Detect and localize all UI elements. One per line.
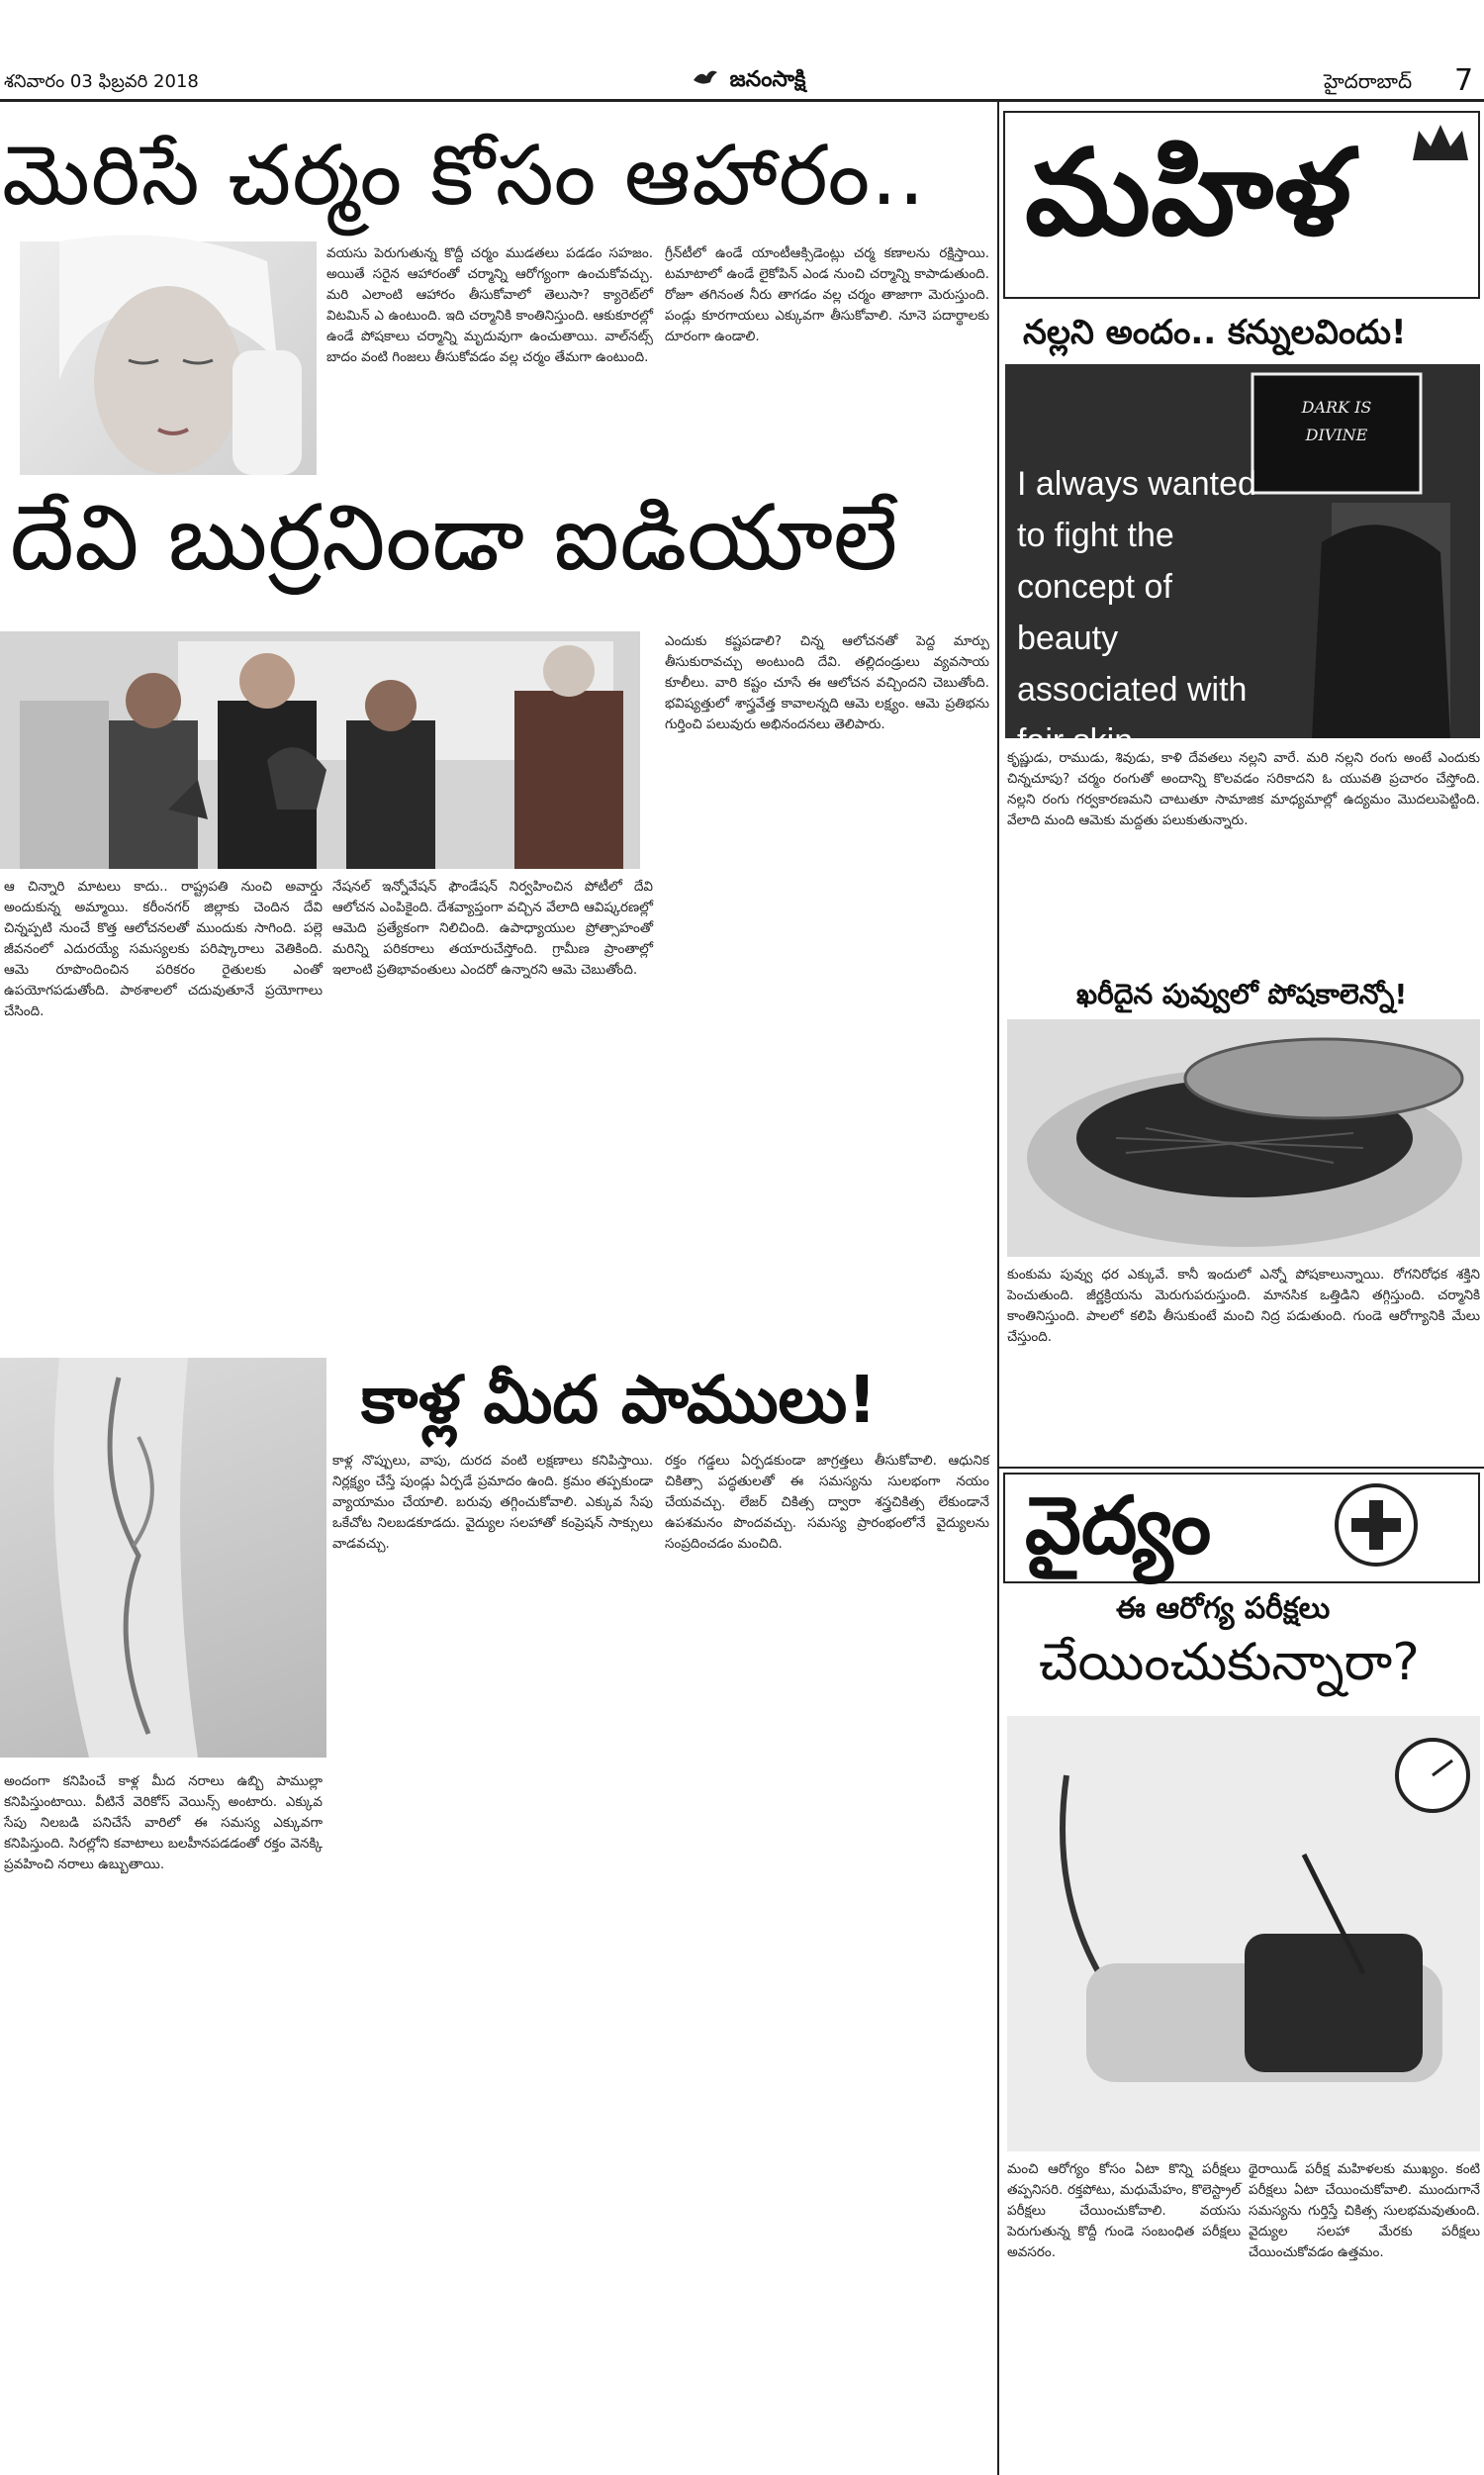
snake-column-3: రక్తం గడ్డలు ఏర్పడకుండా జాగ్రత్తలు తీసుకోవాలి. ఆధునిక చికిత్సా పద్ధతులతో ఈ సమస్యను సులభంగా నయం చేయవచ్చు. లేజర్‌ చికిత్స ద్వారా శస్త్రచికిత్స లేకుండానే ఉపశమనం పొందవచ్చు. సమస్య ప్రారంభంలోనే వైద్యులను సంప్రదించడం మంచిది. <box>665 1453 989 1552</box>
snake-headline: కాళ్ల మీద పాములు! <box>361 1362 878 1438</box>
section-divider <box>999 1467 1484 1469</box>
vaidyam-column-2: థైరాయిడ్‌ పరీక్ష మహిళలకు ముఖ్యం. కంటి పరీక్షలు ఏటా చేయించుకోవాలి. ముందుగానే సమస్యను గుర్తిస్తే చికిత్స సులభమవుతుంది. వైద్యుల సలహా మేరకు పరీక్షలు చేయించుకోవడం ఉత్తమం. <box>1249 2161 1480 2260</box>
paper-logo <box>693 67 806 97</box>
edition-city: హైదరాబాద్ <box>1324 69 1413 93</box>
saffron-photo <box>1007 1019 1480 1257</box>
vaidyam-section-title: వైద్యం <box>1025 1478 1212 1571</box>
health-tests-headline-small: ఈ ఆరోగ్య పరీక్షలు <box>1116 1591 1331 1626</box>
bird-logo-icon <box>693 67 718 92</box>
mahila-body: కృష్ణుడు, రాముడు, శివుడు, కాళి దేవతలు నల్లని వారే. మరి నల్లని రంగు అంటే ఎందుకు చిన్నచూపు? చర్మం రంగుతో అందాన్ని కొలవడం సరికాదని ఓ యువతి ప్రచారం చేస్తోంది. నల్లని రంగు గర్వకారణమని చాటుతూ సామాజిక మాధ్యమాల్లో ఉద్యమం మొదలుపెట్టింది. వేలాది మంది ఆమెకు మద్దతు పలుకుతున్నారు. <box>1007 750 1480 828</box>
devi-column-2: నేషనల్‌ ఇన్నోవేషన్‌ ఫౌండేషన్‌ నిర్వహించిన పోటీలో దేవి ఆలోచన ఎంపికైంది. దేశవ్యాప్తంగా వచ్చిన వేలాది ఆవిష్కరణల్లో ఆమెది ప్రత్యేకంగా నిలిచింది. ఉపాధ్యాయుల ప్రోత్సాహంతో మరిన్ని పరికరాలు తయారుచేస్తోంది. గ్రామీణ ప్రాంతాల్లో ఇలాంటి ప్రతిభావంతులు ఎందరో ఉన్నారని ఆమె చెబుతోంది. <box>332 879 653 978</box>
masthead <box>0 0 1484 99</box>
page-number: 7 <box>1454 63 1474 98</box>
masthead-divider <box>0 99 1484 102</box>
dark-is-divine-photo <box>1005 364 1480 760</box>
skin-column-1: వయసు పెరుగుతున్న కొద్దీ చర్మం ముడతలు పడడం సహజం. అయితే సరైన ఆహారంతో చర్మాన్ని ఆరోగ్యంగా ఉంచుకోవచ్చు. మరి ఎలాంటి ఆహారం తీసుకోవాలో తెలుసా? క్యారెట్‌లో విటమిన్‌ ఎ ఉంటుంది. ఇది చర్మానికి కాంతినిస్తుంది. ఆకుకూరల్లో ఉండే పోషకాలు చర్మాన్ని మృదువుగా ఉంచుతాయి. వాల్‌నట్స్‌ బాదం వంటి గింజలు తీసుకోవడం వల్ల చర్మం తేమగా ఉంటుంది. <box>326 245 653 365</box>
devi-column-1: ఆ చిన్నారి మాటలు కాదు.. రాష్ట్రపతి నుంచి అవార్డు అందుకున్న అమ్మాయి. కరీంనగర్‌ జిల్లాకు చెందిన దేవి చిన్నప్పటి నుంచే కొత్త ఆలోచనలతో ముందుకు సాగింది. పల్లె జీవనంలో ఎదురయ్యే సమస్యలకు పరిష్కారాలు వెతికింది. ఆమె రూపొందించిన పరికరం రైతులకు ఎంతో ఉపయోగపడుతోంది. పాఠశాలలో చదువుతూనే ప్రయోగాలు చేసింది. <box>4 879 323 1019</box>
issue-date: శనివారం 03 ఫిబ్రవరి 2018 <box>4 71 199 92</box>
blood-pressure-photo <box>1007 1716 1480 2151</box>
saffron-body: కుంకుమ పువ్వు ధర ఎక్కువే. కానీ ఇందులో ఎన్నో పోషకాలున్నాయి. రోగనిరోధక శక్తిని పెంచుతుంది. జీర్ణక్రియను మెరుగుపరుస్తుంది. మానసిక ఒత్తిడిని తగ్గిస్తుంది. చర్మానికి కాంతినిస్తుంది. పాలలో కలిపి తీసుకుంటే మంచి నిద్ర పడుతుంది. గుండె ఆరోగ్యానికి మేలు చేస్తుంది. <box>1007 1267 1480 1345</box>
dark-beauty-headline: నల్లని అందం.. కన్నులవిందు! <box>1023 313 1407 352</box>
mahila-section-title: మహిళ <box>1025 123 1351 262</box>
skin-column-2: గ్రీన్‌టీలో ఉండే యాంటీఆక్సిడెంట్లు చర్మ కణాలను రక్షిస్తాయి. టమాటాలో ఉండే లైకోపిన్‌ ఎండ నుంచి చర్మాన్ని కాపాడుతుంది. రోజూ తగినంత నీరు తాగడం వల్ల చర్మం తాజాగా మెరుస్తుంది. పండ్లు కూరగాయలు ఎక్కువగా తీసుకోవాలి. నూనె పదార్థాలకు దూరంగా ఉండాలి. <box>665 245 989 344</box>
paper-name: జనంసాక్షి <box>729 67 806 92</box>
skin-headline: మెరిసే చర్మం కోసం ఆహారం.. <box>2 127 926 224</box>
skin-photo <box>20 241 317 475</box>
snake-column-2: కాళ్ల నొప్పులు, వాపు, దురద వంటి లక్షణాలు కనిపిస్తాయి. నిర్లక్ష్యం చేస్తే పుండ్లు ఏర్పడే ప్రమాదం ఉంది. క్రమం తప్పకుండా వ్యాయామం చేయాలి. బరువు తగ్గించుకోవాలి. ఎక్కువ సేపు ఒకేచోట నిలబడకూడదు. వైద్యుల సలహాతో కంప్రెషన్‌ సాక్సులు వాడవచ్చు. <box>332 1453 653 1552</box>
snake-column-1: అందంగా కనిపించే కాళ్ల మీద నరాలు ఉబ్బి పాముల్లా కనిపిస్తుంటాయి. వీటినే వెరికోస్‌ వెయిన్స్‌ అంటారు. ఎక్కువ సేపు నిలబడి పనిచేసే వారిలో ఈ సమస్య ఎక్కువగా కనిపిస్తుంది. సిరల్లోని కవాటాలు బలహీనపడడంతో రక్తం వెనక్కి ప్రవహించి నరాలు ఉబ్బుతాయి. <box>4 1773 323 1872</box>
award-photo <box>0 631 640 869</box>
fair-skin-quote: I always wanted to fight the concept of beauty associated with fair skin <box>1017 465 1256 760</box>
saffron-headline: ఖరీదైన పువ్వులో పోషకాలెన్నో! <box>1076 978 1408 1010</box>
column-divider <box>997 102 999 2475</box>
devi-column-3: ఎందుకు కష్టపడాలి? చిన్న ఆలోచనతో పెద్ద మార్పు తీసుకురావచ్చు అంటుంది దేవి. తల్లిదండ్రులు వ్యవసాయ కూలీలు. వారి కష్టం చూసే ఈ ఆలోచన వచ్చిందని చెబుతోంది. భవిష్యత్తులో శాస్త్రవేత్త కావాలన్నది ఆమె లక్ష్యం. ఆమె ప్రతిభను గుర్తించి పలువురు అభినందనలు తెలిపారు. <box>665 633 989 732</box>
legs-veins-photo <box>0 1358 326 1758</box>
dark-is-divine-sign: DARK IS DIVINE <box>1301 398 1372 444</box>
health-tests-headline-big: చేయించుకున్నారా? <box>1039 1633 1420 1692</box>
devi-headline: దేవి బుర్రనిండా ఐడియాలే <box>10 485 898 591</box>
medical-kit-icon <box>1332 1480 1421 1573</box>
vaidyam-column-1: మంచి ఆరోగ్యం కోసం ఏటా కొన్ని పరీక్షలు తప్పనిసరి. రక్తపోటు, మధుమేహం, కొలెస్ట్రాల్‌ పరీక్షలు చేయించుకోవాలి. వయసు పెరుగుతున్న కొద్దీ గుండె సంబంధిత పరీక్షలు అవసరం. <box>1007 2161 1241 2260</box>
mahila-section-banner <box>1003 111 1480 299</box>
crown-icon <box>1411 123 1470 166</box>
vaidyam-section-banner <box>1003 1473 1480 1583</box>
